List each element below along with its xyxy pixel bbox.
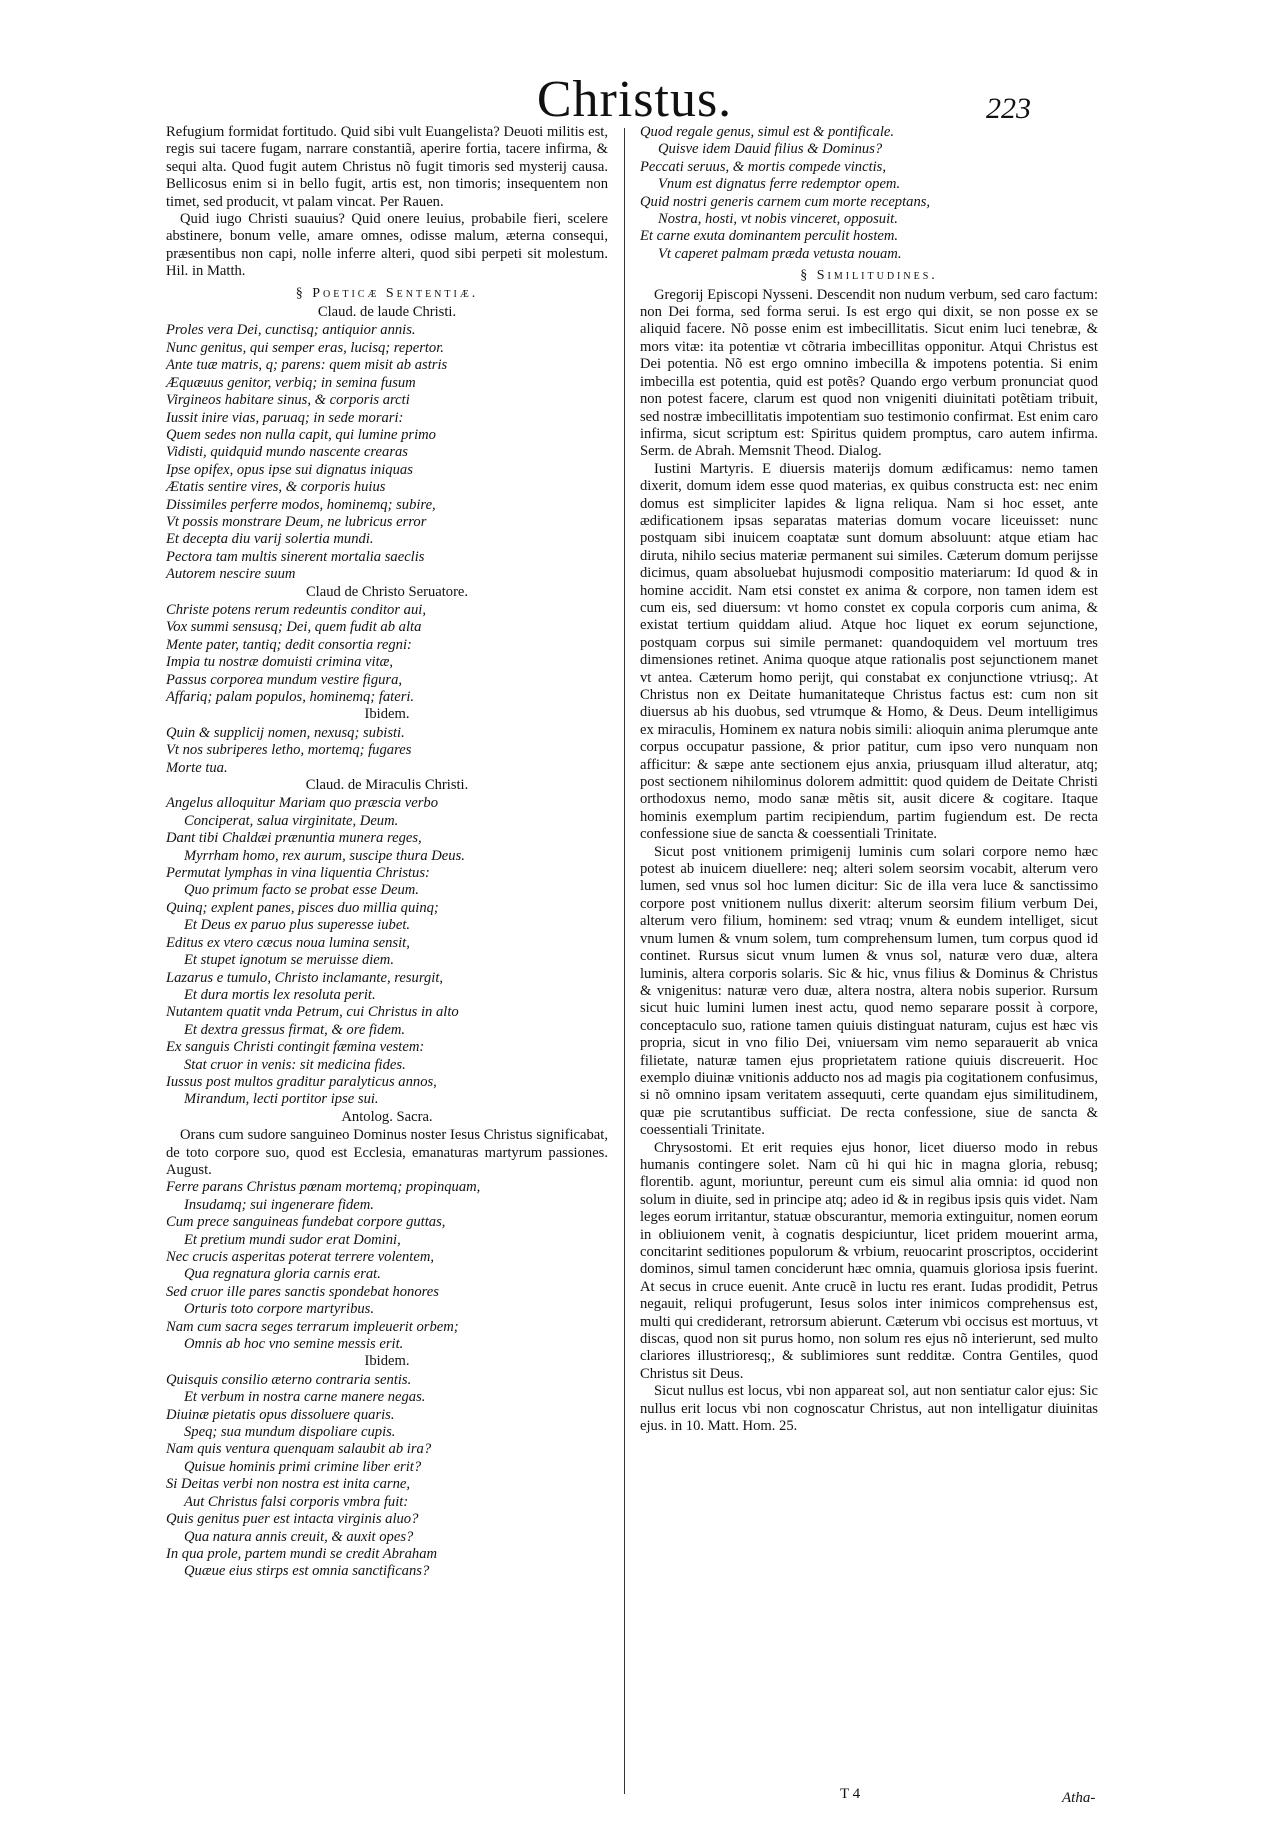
verse-line: Quæue eius stirps est omnia sanctificans? xyxy=(184,1563,430,1580)
verse-block xyxy=(640,124,1098,263)
verse-line: Et decepta diu varij solertia mundi. xyxy=(166,531,374,548)
verse-line: Æquæuus genitor, verbiq; in semina fusum xyxy=(166,374,416,391)
verse-line: Permutat lymphas in vina liquentia Christus: xyxy=(166,865,430,882)
verse-line: Vt possis monstrare Deum, ne lubricus error xyxy=(166,513,427,530)
verse-line: Ferre parans Christus pœnam mortemq; propinquam, xyxy=(166,1179,481,1196)
verse-line: Mente pater, tantiq; dedit consortia regni: xyxy=(166,636,412,653)
paragraph: Orans cum sudore sanguineo Dominus noster Iesus Christus significabat, de toto corpore suo, quod est Ecclesia, emanaturas martyrum passiones. August. xyxy=(166,1127,608,1178)
verse-line: Cum prece sanguineas fundebat corpore guttas, xyxy=(166,1214,446,1231)
verse-line: Vox summi sensusq; Dei, quem fudit ab alta xyxy=(166,619,422,636)
verse-line: Vt caperet palmam præda vetusta nouam. xyxy=(658,245,902,262)
right-column xyxy=(640,124,1098,1435)
verse-line: Dant tibi Chaldæi prænuntia munera reges, xyxy=(166,830,422,847)
verse-line: Nostra, hosti, vt nobis vinceret, opposuit. xyxy=(658,211,898,228)
paragraph: Gregorij Episcopi Nysseni. Descendit non nudum verbum, sed caro factum: non Dei forma, sed forma serui. Is est ergo qui dixit, se non posse ex se aliquid facere. Nõ posse enim est imbecillitatis. Sicut enim luci tenebræ, & mors vitæ: ita potentiæ vt cõtraria imbecillitas opponitur. Atqui Christus est Dei potentia. Nõ est ergo omnino imbecilla & impotens potentia. Si enim imbecilla est potentia, quid est potẽs? Quando ergo verbum pronunciat quod non potest facere, clarum est quod non vnigeniti diuinitati potẽtiam tribuit, sed nostræ imbecillitatis impotentiam suo testimonio confirmat. Est enim caro infirma, sicut scriptum est: Spiritus quidem promptus, caro autem infirma. Serm. de Abrah. Memsnit Theod. Dialog. xyxy=(640,286,1098,460)
verse-line: Myrrham homo, rex aurum, suscipe thura Deus. xyxy=(184,847,465,864)
verse-line: Quisve idem Dauid filius & Dominus? xyxy=(658,141,883,158)
verse-line: Et pretium mundi sudor erat Domini, xyxy=(184,1231,401,1248)
paragraph: Quid iugo Christi suauius? Quid onere leuius, probabile fieri, scelere abstinere, bonum velle, amare omnes, odisse malum, æterna consequi, præsentibus non capi, nolle inferre alteri, quod sibi perpeti sit molestum. Hil. in Matth. xyxy=(166,211,608,280)
verse-line: Et verbum in nostra carne manere negas. xyxy=(184,1389,426,1406)
verse-line: Speq; sua mundum dispoliare cupis. xyxy=(184,1424,396,1441)
verse-line: Orturis toto corpore martyribus. xyxy=(184,1301,374,1318)
verse-line: Iussit inire vias, paruaq; in sede morari: xyxy=(166,409,404,426)
verse-line: Quin & supplicij nomen, nexusq; subisti. xyxy=(166,724,405,741)
verse-line: Ex sanguis Christi contingit fæmina vestem: xyxy=(166,1039,425,1056)
verse-line: Passus corporea mundum vestire figura, xyxy=(166,671,403,688)
verse-line: Nutantem quatit vnda Petrum, cui Christus in alto xyxy=(166,1004,459,1021)
verse-line: Et carne exuta dominantem perculit hostem. xyxy=(640,228,899,245)
verse-line: Et dura mortis lex resoluta perit. xyxy=(184,986,376,1003)
verse-line: Quid nostri generis carnem cum morte receptans, xyxy=(640,193,931,210)
verse-line: Autorem nescire suum xyxy=(166,566,296,583)
verse-line: Dissimiles perferre modos, hominemq; subire, xyxy=(166,496,436,513)
verse-line: Lazarus e tumulo, Christo inclamante, resurgit, xyxy=(166,969,444,986)
verse-line: Pectora tam multis sinerent mortalia saeclis xyxy=(166,548,425,565)
verse-line: Nam cum sacra seges terrarum impleuerit orbem; xyxy=(166,1318,459,1335)
verse-line: Quis genitus puer est intacta virginis aluo? xyxy=(166,1511,419,1528)
verse-line: Affariq; palam populos, hominemq; fateri. xyxy=(166,689,415,705)
verse-line: Nam quis ventura quenquam salaubit ab ira? xyxy=(166,1441,432,1458)
verse-line: Quem sedes non nulla capit, qui lumine primo xyxy=(166,426,436,443)
verse-line: Proles vera Dei, cunctisq; antiquior annis. xyxy=(166,322,416,339)
verse-line: Aut Christus falsi corporis vmbra fuit: xyxy=(184,1493,409,1510)
catchword: Atha- xyxy=(1062,1790,1096,1806)
verse-line: Virgineos habitare sinus, & corporis arcti xyxy=(166,392,410,409)
verse-line: Impia tu nostræ domuisti crimina vitæ, xyxy=(166,654,394,671)
verse-line: Iussus post multos graditur paralyticus annos, xyxy=(166,1073,437,1090)
verse-line: Qua natura annis creuit, & auxit opes? xyxy=(184,1528,414,1545)
section-heading: § Poeticæ Sententiæ. xyxy=(295,285,479,301)
verse-line: Vnum est dignatus ferre redemptor opem. xyxy=(658,176,901,193)
verse-line: Quo primum facto se probat esse Deum. xyxy=(184,882,419,899)
verse-line: Et stupet ignotum se meruisse diem. xyxy=(184,952,394,969)
verse-block xyxy=(166,1179,608,1353)
source-heading: Ibidem. xyxy=(364,706,410,723)
verse-line: In qua prole, partem mundi se credit Abraham xyxy=(166,1545,438,1562)
verse-line: Quinq; explent panes, pisces duo millia quinq; xyxy=(166,899,439,916)
verse-line: Qua regnatura gloria carnis erat. xyxy=(184,1266,381,1283)
source-heading: Claud. de laude Christi. xyxy=(317,304,457,321)
verse-line: Sed cruor ille pares sanctis spondebat honores xyxy=(166,1283,439,1300)
verse-line: Omnis ab hoc vno semine messis erit. xyxy=(184,1336,404,1353)
verse-line: Angelus alloquitur Mariam quo præscia verbo xyxy=(166,795,439,812)
verse-block xyxy=(166,1372,608,1581)
verse-line: Stat cruor in venis: sit medicina fides. xyxy=(184,1056,406,1073)
source-heading: Antolog. Sacra. xyxy=(341,1108,433,1125)
paragraph: Sicut post vnitionem primigenij luminis cum solari corpore nemo hæc potest ab inuicem diuellere: neq; alteri solem seorsim vocabit, alterum vero lumen, sed vnus sol hoc lumen dicitur: Sic de illa vera luce & sanctissimo corpore post vnitionem nullus dixerit: alterum seorsim filium verbum Dei, alterum vero filium, hominem: sed vtraq; vnum & eundem intelliget, sicut vnum lumen & vnum solem, tum comprehensum lumen, tum corpus quod id continet. Rursus sicut vnum lumen & vnus sol, naturæ vero duæ, altera luminis, altera corporis solaris. Sic & hic, vnus filius & Dominus & Christus & vnigenitus: naturæ vero duæ, altera nostra, altera nobis superior. Rursum sicut huic lumini lumen inest actu, quod nemo separare possit à corpore, conceptaculo suo, ratione tamen quiuis distinguat naturam, cujus est hæc vis propria, sicut in vno filio Dei, vniuersam vim nemo separauerit ab vnica filietate, naturæ tamen ejus proprietatem ratione quiuis discreuerit. Hoc exemplo diuinæ vnitionis adducto nos ad magis pia cogitationem confusimus, si nõ omnino ipsam veritatem assequuti, certe quandam ejus similitudinem, quæ pie scrutantibus sufficiat. De recta confessione, siue de sancta & coessentiali Trinitate. xyxy=(640,843,1098,1139)
verse-block xyxy=(166,322,608,583)
verse-line: Diuinæ pietatis opus dissoluere quaris. xyxy=(166,1406,395,1423)
signature-mark: T 4 xyxy=(840,1786,861,1802)
verse-line: Quisue hominis primi crimine liber erit? xyxy=(184,1458,422,1475)
verse-block xyxy=(166,795,608,1108)
verse-line: Insudamq; sui ingenerare fidem. xyxy=(184,1196,374,1213)
verse-line: Et Deus ex paruo plus superesse iubet. xyxy=(184,917,411,934)
verse-block xyxy=(166,602,608,706)
paragraph: Sicut nullus est locus, vbi non appareat sol, aut non sentiatur calor ejus: Sic nullus erit locus vbi non cognoscatur Christus, aut non intelligatur diuinitas ejus. in 10. Matt. Hom. 25. xyxy=(640,1383,1098,1435)
verse-line: Nunc genitus, qui semper eras, lucisq; repertor. xyxy=(166,339,444,356)
verse-line: Ante tuæ matris, q; parens: quem misit ab astris xyxy=(166,357,448,374)
section-heading: § Similitudines. xyxy=(800,268,938,284)
verse-block xyxy=(166,725,608,777)
running-head-title: Christus. xyxy=(536,71,733,128)
verse-line: Christe potens rerum redeuntis conditor aui, xyxy=(166,601,426,618)
verse-line: Vidisti, quidquid mundo nascente crearas xyxy=(166,444,408,461)
verse-line: Quod regale genus, simul est & pontificale. xyxy=(640,124,895,140)
verse-line: Editus ex vtero cæcus noua lumina sensit, xyxy=(166,934,410,951)
verse-line: Ipse opifex, opus ipse sui dignatus iniquas xyxy=(166,461,413,478)
verse-line: Nec crucis asperitas poterat terrere volentem, xyxy=(166,1249,435,1265)
verse-line: Mirandum, lecti portitor ipse sui. xyxy=(184,1091,379,1108)
verse-line: Si Deitas verbi non nostra est inita carne, xyxy=(166,1476,411,1493)
source-heading: Claud. de Miraculis Christi. xyxy=(305,777,469,794)
verse-line: Et dextra gressus firmat, & ore fidem. xyxy=(184,1021,406,1038)
verse-line: Peccati seruus, & mortis compede vinctis, xyxy=(640,158,887,175)
verse-line: Ætatis sentire vires, & corporis huius xyxy=(166,479,386,496)
left-column xyxy=(166,124,608,1581)
source-heading: Ibidem. xyxy=(364,1353,410,1370)
paragraph: Refugium formidat fortitudo. Quid sibi vult Euangelista? Deuoti militis est, regis sui tacere fugam, narrare constantiã, aperire fortia, tacere infirma, & sequi alta. Quod fugit autem Christus nõ fugit timoris sed mysterij causa. Bellicosus enim si in bello fugit, artis est, non timoris; insequentem non timet, sed producit, vt palam vincat. Per Rauen. xyxy=(166,124,608,210)
verse-line: Vt nos subriperes letho, mortemq; fugares xyxy=(166,742,412,759)
paragraph: Chrysostomi. Et erit requies ejus honor, licet diuerso modo in rebus humanis contingere solet. Nam cũ hi qui hic in magna gloria, rebusq; florentib. agunt, moriuntur, pereunt cum eis simul alia omnia: id quod non solum in diuite, sed in principe atq; adeo id & in regibus ipsis quis videt. Nam leges eorum irritantur, statuæ obscurantur, memoria extinguitur, nomen eorum in obliuionem venit, à cognatis despiciuntur, licet pridem mouerint arma, concitarint seditiones populorum & vrbium, reuocarint proscriptos, occiderint dominos, simul tamen conciderunt hæc omnia, quamuis gloriosa ipsis fuerint. At secus in cruce euenit. Ante crucẽ in luctu res erant. Iudas prodidit, Petrus negauit, reliqui profugerunt, Iesus solos inter inimicos comprehensus est, multi qui crediderant, retrorsum abierunt. Cæterum vbi occisus est mortuus, vt discas, quod non sit purus homo, non solum res ejus nõ interierunt, sed multo clariores illustrioresq;, & sublimiores sunt redditæ. Contra Gentiles, quod Christus sit Deus. xyxy=(640,1139,1098,1382)
verse-line: Conciperat, salua virginitate, Deum. xyxy=(184,812,399,829)
verse-line: Quisquis consilio æterno contraria sentis. xyxy=(166,1371,412,1388)
source-heading: Claud de Christo Seruatore. xyxy=(305,583,469,600)
verse-line: Morte tua. xyxy=(166,759,228,776)
page-number: 223 xyxy=(986,92,1031,125)
column-divider xyxy=(624,128,625,1794)
paragraph: Iustini Martyris. E diuersis materijs domum ædificamus: nemo tamen dixerit, domum idem esse quod materias, ex quibus constructa est: nec enim domus est simpliciter lapides & ligna reliqua. Nam si hoc esset, ante ædificationem ipsas separatas materias domum vocare liceuisset: nunc postquam sibi inuicem coaptatæ sunt domum absoluunt: atque etiam hac diruta, nihilo secius materiæ permanent sui similes. Cæterum domum perijsse dicimus, quam absoluebat hujusmodi compositio materiarum: Id quod & in homine accidit. Nam etsi constet ex anima & corpore, non tamen idem est cum eis, sed diuersum: vt homo constet ex copula corporis cum anima, & existat tertium quiddam aliud. Atque hoc liquet ex eorum sejunctione, postquam corpus sui simile permanet: quandoquidem vel mortuum tres dimensiones retinet. Anima quoque atque rationalis post sejunctionem manet vt antea. Cæterum homo perijt, qui constabat ex conjunctione vtriusq;. At Christus non ex Deitate humanitateque Christus factus est: cum non sit diuersus ab his duobus, sed vtrumque & Homo, & Deus. Deum intelligimus ex miraculis, Hominem ex natura nobis simili: alioquin anima plerumque ante corpus occupatur passione, & prior patitur, cum ipso vero nunquam non afficitur: & sæpe ante sectionem ejus anxia, priusquam illud alteratur, atq; post sectionem nihilominus dolorem admittit: quod quidem de Deitate Christi orthodoxus nemo, modo sanæ mẽtis sit, ausit dicere & cogitare. Itaque hominis exemplum partim recipiendum, partim fugiendum est. De recta confessione siue de sancta & coessentiali Trinitate. xyxy=(640,460,1098,843)
